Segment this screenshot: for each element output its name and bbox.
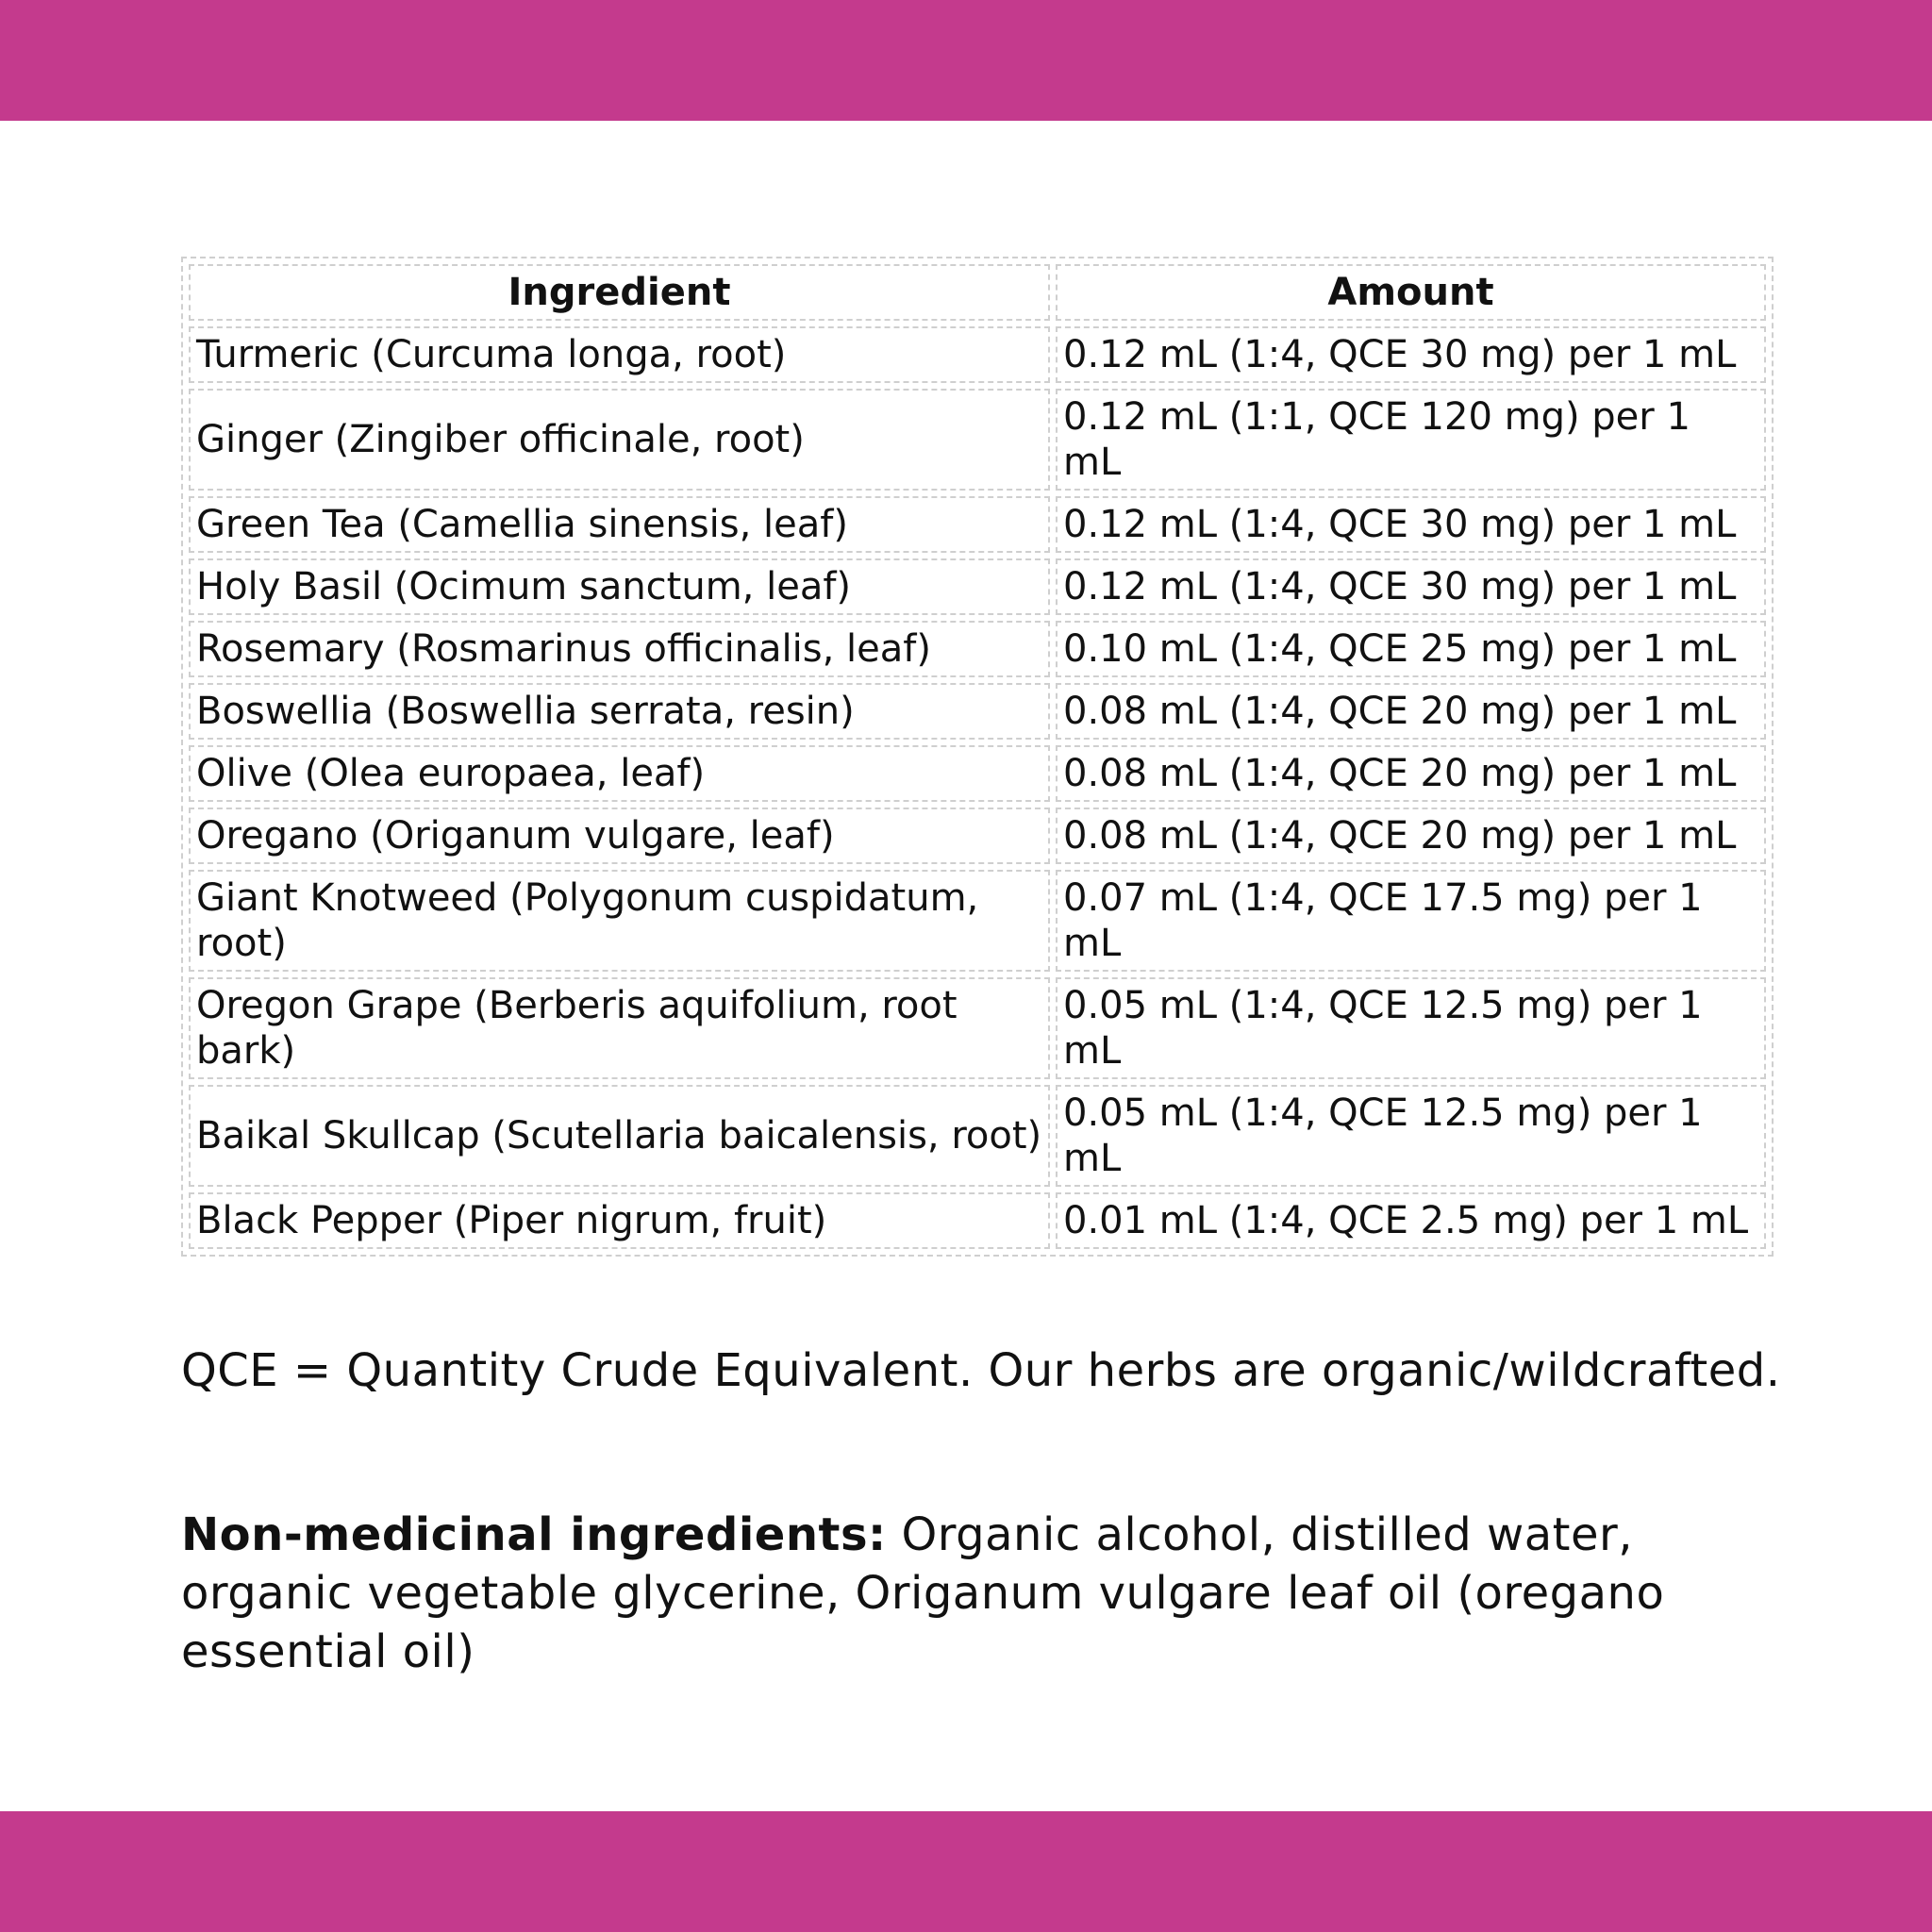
amount-cell: 0.07 mL (1:4, QCE 17.5 mg) per 1 mL [1056, 870, 1766, 972]
ingredient-cell: Turmeric (Curcuma longa, root) [189, 326, 1050, 383]
bottom-color-band [0, 1811, 1932, 1932]
table-row [189, 977, 1766, 1079]
ingredient-cell: Olive (Olea europaea, leaf) [189, 745, 1050, 802]
table-header-row [189, 264, 1766, 321]
table-row [189, 683, 1766, 740]
table-row [189, 808, 1766, 864]
ingredient-cell: Oregon Grape (Berberis aquifolium, root bark) [189, 977, 1050, 1079]
amount-cell: 0.12 mL (1:4, QCE 30 mg) per 1 mL [1056, 558, 1766, 615]
table-row [189, 745, 1766, 802]
non-medicinal-ingredients-note [181, 1506, 1785, 1681]
ingredient-cell: Rosemary (Rosmarinus officinalis, leaf) [189, 621, 1050, 677]
ingredient-cell: Baikal Skullcap (Scutellaria baicalensis, root) [189, 1085, 1050, 1187]
ingredient-column-header: Ingredient [189, 264, 1050, 321]
ingredient-cell: Giant Knotweed (Polygonum cuspidatum, root) [189, 870, 1050, 972]
ingredient-cell: Oregano (Origanum vulgare, leaf) [189, 808, 1050, 864]
amount-cell: 0.05 mL (1:4, QCE 12.5 mg) per 1 mL [1056, 977, 1766, 1079]
amount-cell: 0.10 mL (1:4, QCE 25 mg) per 1 mL [1056, 621, 1766, 677]
amount-cell: 0.12 mL (1:4, QCE 30 mg) per 1 mL [1056, 496, 1766, 553]
table-row [189, 1192, 1766, 1249]
table-row [189, 389, 1766, 491]
top-color-band [0, 0, 1932, 121]
table-row [189, 1085, 1766, 1187]
amount-cell: 0.08 mL (1:4, QCE 20 mg) per 1 mL [1056, 745, 1766, 802]
ingredient-cell: Ginger (Zingiber officinale, root) [189, 389, 1050, 491]
ingredient-cell: Black Pepper (Piper nigrum, fruit) [189, 1192, 1050, 1249]
amount-cell: 0.05 mL (1:4, QCE 12.5 mg) per 1 mL [1056, 1085, 1766, 1187]
table-row [189, 496, 1766, 553]
ingredient-cell: Green Tea (Camellia sinensis, leaf) [189, 496, 1050, 553]
table-row [189, 621, 1766, 677]
amount-cell: 0.12 mL (1:4, QCE 30 mg) per 1 mL [1056, 326, 1766, 383]
table-row [189, 870, 1766, 972]
ingredient-cell: Boswellia (Boswellia serrata, resin) [189, 683, 1050, 740]
non-medicinal-label: Non-medicinal ingredients: [181, 1508, 887, 1561]
table-row [189, 326, 1766, 383]
table-row [189, 558, 1766, 615]
ingredients-table [181, 257, 1774, 1257]
amount-cell: 0.08 mL (1:4, QCE 20 mg) per 1 mL [1056, 683, 1766, 740]
amount-cell: 0.08 mL (1:4, QCE 20 mg) per 1 mL [1056, 808, 1766, 864]
non-medicinal-text: Organic alcohol, distilled water, organic vegetable glycerine, Origanum vulgare leaf oil (oregano essential oil) [181, 1508, 1665, 1678]
qce-note: QCE = Quantity Crude Equivalent. Our herbs are organic/wildcrafted. [181, 1344, 1781, 1397]
ingredients-table-container [181, 257, 1767, 1257]
ingredient-cell: Holy Basil (Ocimum sanctum, leaf) [189, 558, 1050, 615]
amount-cell: 0.01 mL (1:4, QCE 2.5 mg) per 1 mL [1056, 1192, 1766, 1249]
amount-column-header: Amount [1056, 264, 1766, 321]
amount-cell: 0.12 mL (1:1, QCE 120 mg) per 1 mL [1056, 389, 1766, 491]
